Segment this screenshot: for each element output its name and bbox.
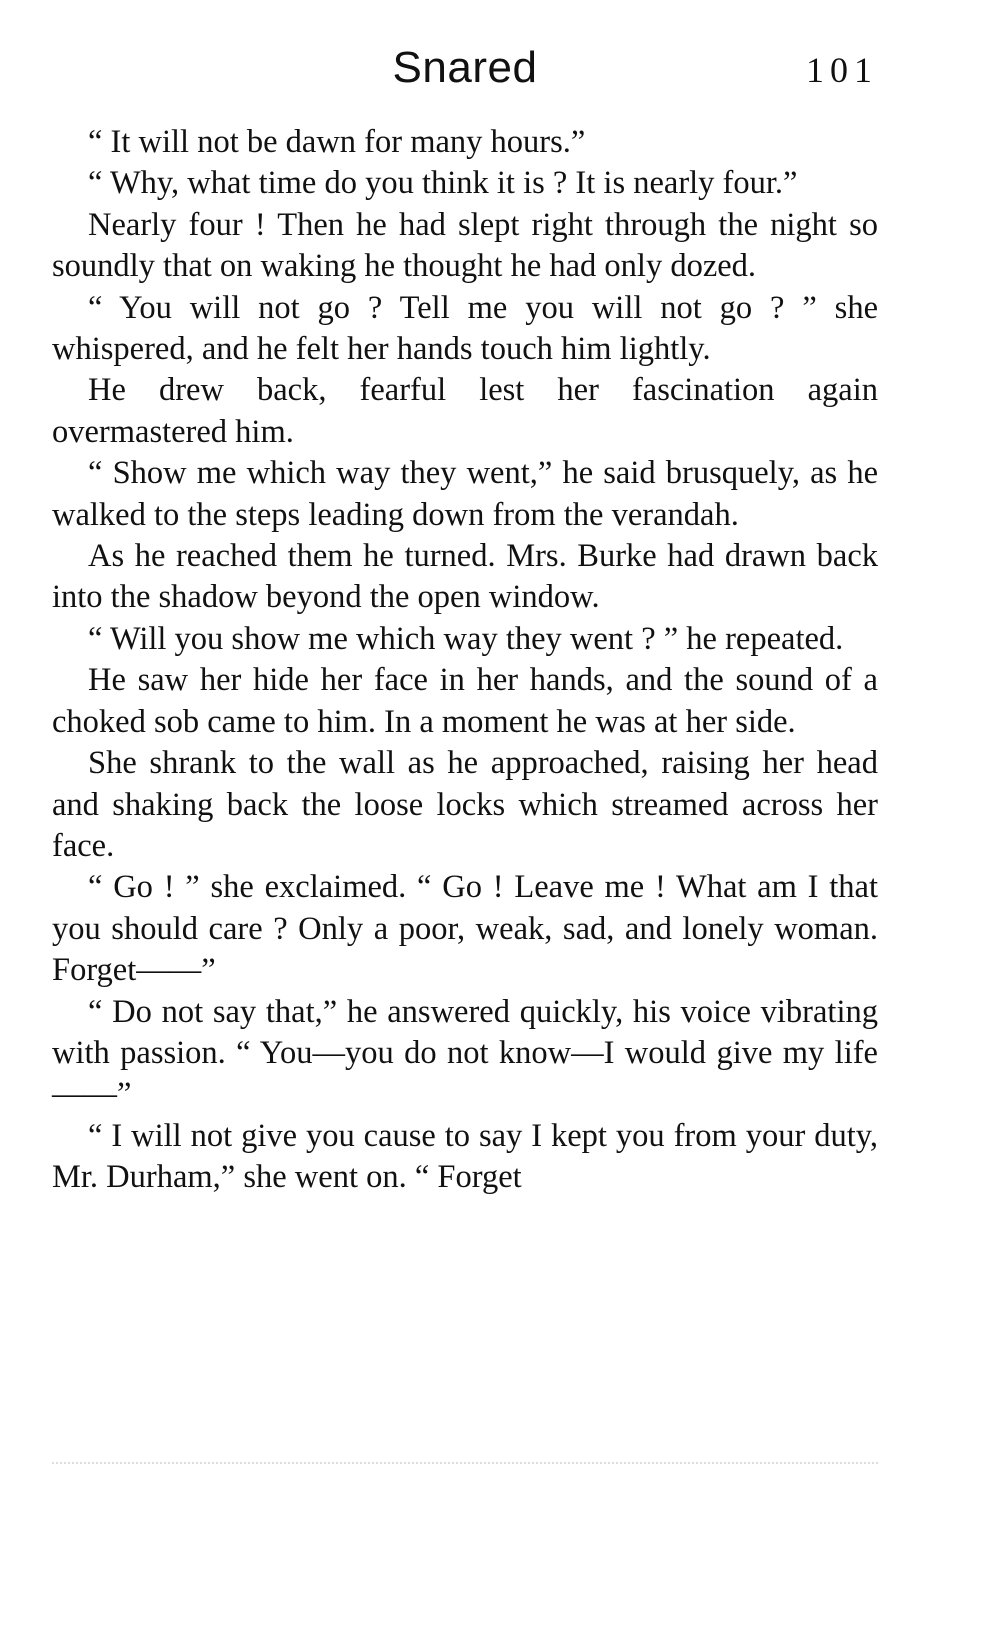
paragraph-5: He drew back, fearful lest her fascination again overmastered him. bbox=[52, 372, 878, 450]
body-text bbox=[52, 122, 878, 1199]
book-page bbox=[52, 40, 878, 1199]
running-head bbox=[52, 40, 878, 102]
paragraph-11: “ Go ! ” she exclaimed. “ Go ! Leave me ! What am I that you should care ? Only a poor, weak, sad, and lonely woman. Forget——” bbox=[52, 869, 878, 989]
paragraph-3: Nearly four ! Then he had slept right through the night so soundly that on waking he thought he had only dozed. bbox=[52, 206, 878, 285]
paragraph-9: He saw her hide her face in her hands, and the sound of a choked sob came to him. In a moment he was at her side. bbox=[52, 662, 878, 740]
paragraph-1: “ It will not be dawn for many hours.” bbox=[88, 124, 586, 160]
paragraph-10: She shrank to the wall as he approached, raising her head and shaking back the loose locks which streamed across her face. bbox=[52, 745, 878, 864]
paragraph-13: “ I will not give you cause to say I kept you from your duty, Mr. Durham,” she went on. “ Forget bbox=[52, 1117, 878, 1196]
paragraph-8: “ Will you show me which way they went ? ” he repeated. bbox=[88, 620, 844, 657]
paragraph-2: “ Why, what time do you think it is ? It is nearly four.” bbox=[88, 165, 798, 202]
paragraph-12: “ Do not say that,” he answered quickly, his voice vibrating with passion. “ You—you do not know—I would give my life——” bbox=[52, 993, 878, 1113]
paragraph-4: “ You will not go ? Tell me you will not go ? ” she whispered, and he felt her hands touch him lightly. bbox=[52, 289, 878, 368]
cut-off-text-line bbox=[52, 1462, 878, 1470]
running-title: Snared bbox=[392, 43, 538, 92]
page-number: 101 bbox=[806, 50, 878, 90]
paragraph-6: “ Show me which way they went,” he said brusquely, as he walked to the steps leading down from the verandah. bbox=[52, 455, 878, 533]
paragraph-7: As he reached them he turned. Mrs. Burke had drawn back into the shadow beyond the open window. bbox=[52, 538, 878, 616]
